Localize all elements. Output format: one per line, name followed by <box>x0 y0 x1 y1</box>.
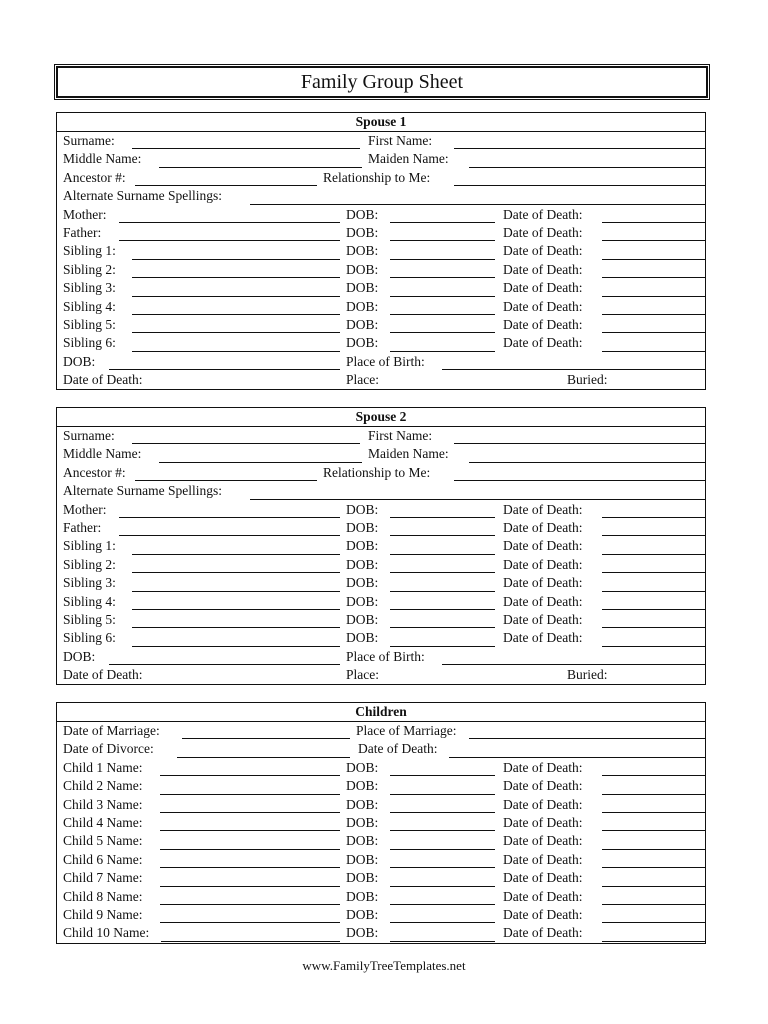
date-of-death-label: Date of Death: <box>503 814 583 830</box>
page-title: Family Group Sheet <box>56 66 708 98</box>
date-of-death-field[interactable] <box>602 941 705 942</box>
sibling-3-label: Sibling 3: <box>63 575 116 591</box>
father-label: Father: <box>63 519 102 535</box>
middle-name-label: Middle Name: <box>63 446 142 462</box>
dob-label: DOB: <box>346 261 379 277</box>
dob-label: DOB: <box>346 556 379 572</box>
relationship-field[interactable] <box>454 185 705 186</box>
sibling-6-label: Sibling 6: <box>63 630 116 646</box>
child-10-row <box>57 924 705 942</box>
dob-field[interactable] <box>390 517 495 518</box>
footer-url: www.FamilyTreeTemplates.net <box>302 958 466 973</box>
death-row <box>57 371 705 389</box>
child-5-row <box>57 832 705 850</box>
date-of-death-field[interactable] <box>602 517 705 518</box>
dob-label: DOB: <box>346 796 379 812</box>
sibling-2-field[interactable] <box>132 277 340 278</box>
date-of-death-field[interactable] <box>602 259 705 260</box>
dob-label: DOB: <box>63 648 96 664</box>
mother-field[interactable] <box>119 517 340 518</box>
date-of-death-label: Date of Death: <box>503 906 583 922</box>
dob-field[interactable] <box>390 240 495 241</box>
date-of-death-label: Date of Death: <box>503 243 583 259</box>
middle-name-label: Middle Name: <box>63 151 142 167</box>
date-of-death-label: Date of Death: <box>503 316 583 332</box>
date-of-marriage-field[interactable] <box>182 738 350 739</box>
sibling-3-field[interactable] <box>132 591 340 592</box>
date-of-death-field[interactable] <box>602 812 705 813</box>
dob-label: DOB: <box>346 538 379 554</box>
dob-field[interactable] <box>390 296 495 297</box>
dob-field[interactable] <box>390 314 495 315</box>
date-of-marriage-label: Date of Marriage: <box>63 723 160 738</box>
ancestor-field[interactable] <box>135 480 317 481</box>
mother-row <box>57 501 705 519</box>
dob-label: DOB: <box>346 814 379 830</box>
dob-label: DOB: <box>346 206 379 222</box>
dob-label: DOB: <box>346 759 379 775</box>
date-of-death-label: Date of Death: <box>503 851 583 867</box>
dob-label: DOB: <box>346 925 379 941</box>
sibling-1-row <box>57 242 705 260</box>
place-label: Place: <box>346 372 379 388</box>
date-of-death-field[interactable] <box>602 314 705 315</box>
date-of-divorce-field[interactable] <box>177 757 350 758</box>
child-10-name-field[interactable] <box>161 941 340 942</box>
child-1-name-field[interactable] <box>160 775 340 776</box>
child-4-row <box>57 814 705 832</box>
dob-field[interactable] <box>390 332 495 333</box>
child-3-row <box>57 796 705 814</box>
ancestor-label: Ancestor #: <box>63 169 126 185</box>
child-5-label: Child 5 Name: <box>63 833 143 849</box>
child-9-label: Child 9 Name: <box>63 906 143 922</box>
middle-name-row <box>57 150 705 168</box>
date-of-divorce-label: Date of Divorce: <box>63 741 154 757</box>
date-of-death-field[interactable] <box>602 922 705 923</box>
father-row <box>57 224 705 242</box>
date-of-death-label: Date of Death: <box>503 630 583 646</box>
dob-field[interactable] <box>390 922 495 923</box>
sibling-3-row <box>57 574 705 592</box>
date-of-death-field[interactable] <box>602 886 705 887</box>
first-name-label: First Name: <box>368 428 433 443</box>
mother-label: Mother: <box>63 206 107 222</box>
date-of-death-label: Date of Death: <box>503 575 583 591</box>
dob-field[interactable] <box>390 775 495 776</box>
sibling-1-row <box>57 537 705 555</box>
child-8-name-field[interactable] <box>160 904 340 905</box>
dob-label: DOB: <box>346 501 379 517</box>
sibling-4-row <box>57 593 705 611</box>
child-6-row <box>57 851 705 869</box>
date-of-death-field[interactable] <box>602 572 705 573</box>
child-4-name-field[interactable] <box>160 830 340 831</box>
dob-field[interactable] <box>390 646 495 647</box>
dob-field[interactable] <box>390 259 495 260</box>
child-2-row <box>57 777 705 795</box>
dob-label: DOB: <box>346 519 379 535</box>
date-of-death-label: Date of Death: <box>503 888 583 904</box>
dob-field[interactable] <box>109 369 340 370</box>
date-of-death-field[interactable] <box>602 849 705 850</box>
children-section <box>56 702 706 944</box>
dob-field[interactable] <box>390 886 495 887</box>
dob-field[interactable] <box>390 609 495 610</box>
sibling-6-row <box>57 629 705 647</box>
section-header: Spouse 1 <box>57 113 705 132</box>
date-of-death-label: Date of Death: <box>503 833 583 849</box>
dob-field[interactable] <box>390 277 495 278</box>
child-1-label: Child 1 Name: <box>63 759 143 775</box>
death-row <box>57 666 705 684</box>
date-of-death-field[interactable] <box>602 867 705 868</box>
alternate-spellings-label: Alternate Surname Spellings: <box>63 188 222 204</box>
sibling-1-label: Sibling 1: <box>63 538 116 554</box>
surname-field[interactable] <box>132 148 360 149</box>
dob-label: DOB: <box>346 335 379 351</box>
date-of-death-field[interactable] <box>602 535 705 536</box>
mother-label: Mother: <box>63 501 107 517</box>
date-of-death-field[interactable] <box>602 830 705 831</box>
date-of-death-field[interactable] <box>602 904 705 905</box>
alternate-spellings-row <box>57 482 705 500</box>
date-of-death-field[interactable] <box>602 296 705 297</box>
sibling-6-field[interactable] <box>132 646 340 647</box>
dob-label: DOB: <box>346 243 379 259</box>
ancestor-row <box>57 464 705 482</box>
dob-label: DOB: <box>346 870 379 886</box>
sibling-6-row <box>57 334 705 352</box>
child-3-name-field[interactable] <box>160 812 340 813</box>
dob-field[interactable] <box>390 572 495 573</box>
maiden-name-field[interactable] <box>469 167 705 168</box>
buried-label: Buried: <box>567 372 608 388</box>
place-of-birth-label: Place of Birth: <box>346 648 425 664</box>
place-of-birth-field[interactable] <box>442 664 705 665</box>
dob-label: DOB: <box>346 888 379 904</box>
dob-field[interactable] <box>390 627 495 628</box>
middle-name-field[interactable] <box>159 167 362 168</box>
mother-row <box>57 206 705 224</box>
date-of-death-field[interactable] <box>602 646 705 647</box>
relationship-label: Relationship to Me: <box>323 464 431 480</box>
date-of-death-field[interactable] <box>602 609 705 610</box>
child-9-row <box>57 906 705 924</box>
place-of-marriage-field[interactable] <box>469 738 705 739</box>
middle-name-field[interactable] <box>159 462 362 463</box>
place-label: Place: <box>346 667 379 683</box>
maiden-name-field[interactable] <box>469 462 705 463</box>
dob-field[interactable] <box>390 554 495 555</box>
surname-row <box>57 132 705 150</box>
child-1-row <box>57 759 705 777</box>
sibling-5-label: Sibling 5: <box>63 611 116 627</box>
sibling-5-field[interactable] <box>132 332 340 333</box>
first-name-field[interactable] <box>454 443 705 444</box>
dob-label: DOB: <box>346 316 379 332</box>
date-of-death-label: Date of Death: <box>503 261 583 277</box>
ancestor-field[interactable] <box>135 185 317 186</box>
child-6-name-field[interactable] <box>160 867 340 868</box>
dob-label: DOB: <box>346 778 379 794</box>
sibling-3-label: Sibling 3: <box>63 280 116 296</box>
relationship-label: Relationship to Me: <box>323 169 431 185</box>
sibling-4-field[interactable] <box>132 314 340 315</box>
date-of-death-label: Date of Death: <box>503 870 583 886</box>
date-of-death-label: Date of Death: <box>503 556 583 572</box>
ancestor-label: Ancestor #: <box>63 464 126 480</box>
date-of-death-label: Date of Death: <box>503 206 583 222</box>
child-10-label: Child 10 Name: <box>63 925 150 941</box>
dob-label: DOB: <box>346 906 379 922</box>
father-field[interactable] <box>119 535 340 536</box>
divorce-row <box>57 740 705 758</box>
dob-label: DOB: <box>346 851 379 867</box>
dob-field[interactable] <box>109 664 340 665</box>
section-header: Spouse 2 <box>57 408 705 427</box>
dob-field[interactable] <box>390 591 495 592</box>
mother-field[interactable] <box>119 222 340 223</box>
date-of-death-field[interactable] <box>602 222 705 223</box>
sibling-2-label: Sibling 2: <box>63 261 116 277</box>
child-7-label: Child 7 Name: <box>63 870 143 886</box>
spouse-2-section <box>56 407 706 685</box>
date-of-death-label: Date of Death: <box>503 796 583 812</box>
date-of-death-field[interactable] <box>602 591 705 592</box>
sibling-4-field[interactable] <box>132 609 340 610</box>
date-of-death-field[interactable] <box>602 240 705 241</box>
relationship-field[interactable] <box>454 480 705 481</box>
date-of-death-label: Date of Death: <box>503 224 583 240</box>
date-of-death-label: Date of Death: <box>503 925 583 941</box>
sibling-2-row <box>57 261 705 279</box>
spouse-1-section <box>56 112 706 390</box>
dob-field[interactable] <box>390 867 495 868</box>
child-4-label: Child 4 Name: <box>63 814 143 830</box>
sibling-1-label: Sibling 1: <box>63 243 116 259</box>
sibling-2-row <box>57 556 705 574</box>
surname-label: Surname: <box>63 133 115 148</box>
child-6-label: Child 6 Name: <box>63 851 143 867</box>
dob-field[interactable] <box>390 812 495 813</box>
alternate-spellings-field[interactable] <box>250 499 705 500</box>
first-name-label: First Name: <box>368 133 433 148</box>
place-of-birth-field[interactable] <box>442 369 705 370</box>
dob-label: DOB: <box>346 833 379 849</box>
sibling-5-row <box>57 316 705 334</box>
dob-label: DOB: <box>346 630 379 646</box>
father-row <box>57 519 705 537</box>
dob-field[interactable] <box>390 794 495 795</box>
child-5-name-field[interactable] <box>160 849 340 850</box>
date-of-death-label: Date of Death: <box>358 741 438 757</box>
child-2-name-field[interactable] <box>160 794 340 795</box>
sibling-3-field[interactable] <box>132 296 340 297</box>
child-7-name-field[interactable] <box>160 886 340 887</box>
child-9-name-field[interactable] <box>160 922 340 923</box>
middle-name-row <box>57 445 705 463</box>
child-8-row <box>57 888 705 906</box>
ancestor-row <box>57 169 705 187</box>
dob-field[interactable] <box>390 222 495 223</box>
dob-field[interactable] <box>390 830 495 831</box>
surname-row <box>57 427 705 445</box>
alternate-spellings-row <box>57 187 705 205</box>
date-of-death-field[interactable] <box>602 554 705 555</box>
date-of-death-field[interactable] <box>602 277 705 278</box>
date-of-death-label: Date of Death: <box>63 372 143 388</box>
sibling-4-label: Sibling 4: <box>63 298 116 314</box>
date-of-death-field[interactable] <box>602 775 705 776</box>
sibling-5-row <box>57 611 705 629</box>
date-of-death-field[interactable] <box>602 627 705 628</box>
sibling-6-label: Sibling 6: <box>63 335 116 351</box>
date-of-death-field[interactable] <box>602 794 705 795</box>
dob-row <box>57 353 705 371</box>
dob-field[interactable] <box>390 941 495 942</box>
sibling-1-field[interactable] <box>132 259 340 260</box>
dob-field[interactable] <box>390 904 495 905</box>
first-name-field[interactable] <box>454 148 705 149</box>
dob-label: DOB: <box>63 353 96 369</box>
date-of-death-field[interactable] <box>449 757 705 758</box>
alternate-spellings-field[interactable] <box>250 204 705 205</box>
date-of-death-field[interactable] <box>602 351 705 352</box>
dob-row <box>57 648 705 666</box>
date-of-death-label: Date of Death: <box>503 538 583 554</box>
child-7-row <box>57 869 705 887</box>
dob-field[interactable] <box>390 351 495 352</box>
dob-label: DOB: <box>346 280 379 296</box>
dob-label: DOB: <box>346 611 379 627</box>
sibling-5-label: Sibling 5: <box>63 316 116 332</box>
child-2-label: Child 2 Name: <box>63 778 143 794</box>
child-3-label: Child 3 Name: <box>63 796 143 812</box>
date-of-death-label: Date of Death: <box>503 778 583 794</box>
date-of-death-label: Date of Death: <box>63 667 143 683</box>
buried-label: Buried: <box>567 667 608 683</box>
date-of-death-label: Date of Death: <box>503 593 583 609</box>
maiden-name-label: Maiden Name: <box>368 446 449 462</box>
date-of-death-label: Date of Death: <box>503 280 583 296</box>
dob-label: DOB: <box>346 224 379 240</box>
date-of-death-label: Date of Death: <box>503 501 583 517</box>
place-of-marriage-label: Place of Marriage: <box>356 723 457 738</box>
date-of-death-label: Date of Death: <box>503 759 583 775</box>
surname-label: Surname: <box>63 428 115 443</box>
dob-label: DOB: <box>346 298 379 314</box>
dob-label: DOB: <box>346 575 379 591</box>
child-8-label: Child 8 Name: <box>63 888 143 904</box>
sibling-4-row <box>57 298 705 316</box>
dob-field[interactable] <box>390 535 495 536</box>
date-of-death-field[interactable] <box>602 332 705 333</box>
sibling-3-row <box>57 279 705 297</box>
date-of-death-label: Date of Death: <box>503 335 583 351</box>
marriage-row <box>57 722 705 740</box>
maiden-name-label: Maiden Name: <box>368 151 449 167</box>
alternate-spellings-label: Alternate Surname Spellings: <box>63 483 222 499</box>
dob-field[interactable] <box>390 849 495 850</box>
date-of-death-label: Date of Death: <box>503 611 583 627</box>
sibling-1-field[interactable] <box>132 554 340 555</box>
surname-field[interactable] <box>132 443 360 444</box>
sibling-2-label: Sibling 2: <box>63 556 116 572</box>
date-of-death-label: Date of Death: <box>503 298 583 314</box>
date-of-death-label: Date of Death: <box>503 519 583 535</box>
section-header: Children <box>57 703 705 722</box>
sibling-4-label: Sibling 4: <box>63 593 116 609</box>
dob-label: DOB: <box>346 593 379 609</box>
sibling-2-field[interactable] <box>132 572 340 573</box>
father-label: Father: <box>63 224 102 240</box>
father-field[interactable] <box>119 240 340 241</box>
place-of-birth-label: Place of Birth: <box>346 353 425 369</box>
sibling-5-field[interactable] <box>132 627 340 628</box>
sibling-6-field[interactable] <box>132 351 340 352</box>
